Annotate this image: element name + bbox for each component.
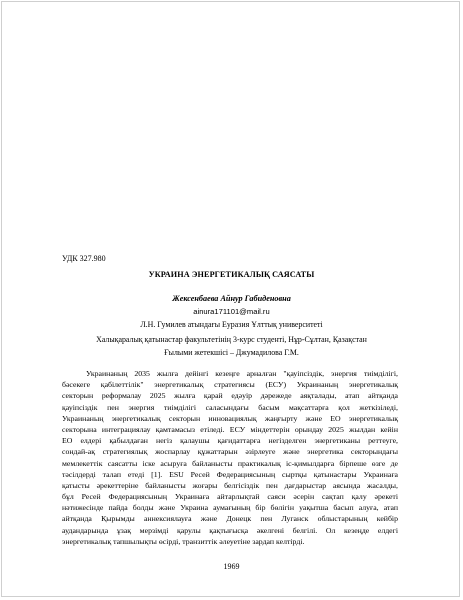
paragraph-line: сондай-ақ стратегиялық жоспарлау құжаттарын әзірлеуге және энергетика секторындағы: [62, 447, 398, 457]
page-number: 1969: [223, 562, 240, 571]
abstract-paragraph: [62, 368, 398, 547]
paragraph-line: секторына интеграциялау қамтамасыз етіледі. ЕСУ міндеттерін орындау 2025 жылдан кейін: [62, 424, 398, 434]
paragraph-line: айтқанда Қырымды аннексиялауға және Донецк пен Луганск облыстарының кейбір: [62, 514, 398, 524]
paragraph-line: энергетикалық тапшылықты өсірді, транзиттік әлеуетіне зардап келтірді.: [62, 536, 305, 546]
paragraph-line: аудандарында ұзақ мерзімді қарулы қақтығысқа әкелгені белгілі. Ол кезеңде елдегі: [62, 525, 398, 535]
udk-code: УДК 327.980: [62, 254, 106, 263]
paragraph-line: бәсекеге қабілеттілік" энергетикалық стратегиясы (ЕСУ) Украинаның энергетикалық: [62, 380, 398, 390]
paragraph-line: қауіпсіздік пен энергия тиімділігі саласындағы басым мақсаттарға қол жеткізіледі,: [62, 402, 398, 412]
author-name: Жексенбаева Айнур Габиденовна: [172, 294, 291, 303]
affiliation-faculty: Халықаралық қатынастар факультетінің 3-курс студенті, Нұр-Сұлтан, Қазақстан: [96, 335, 367, 344]
paragraph-line: нәтижесінде пайда болды және Украина аумағының бір бөлігін уақытша басып алуға, атап: [62, 503, 398, 513]
paragraph-line: Украинаның 2035 жылға дейінгі кезеңге арналған "қауіпсіздік, энергия тиімділігі,: [86, 369, 398, 378]
paragraph-line: тәсілдерді талап етеді [1]. ESU Ресей Федерациясының сыртқы қатынастары Украинаға: [62, 469, 398, 479]
paragraph-line: бұл Ресей Федерациясының Украинаға айтарлықтай саяси әсерін сақтап қалу әрекеті: [62, 492, 398, 502]
paragraph-line: қатысты әрекеттеріне байланысты жоғары белгісіздік пен дағдарыстар аясында жасалды,: [62, 480, 398, 490]
affiliation-university: Л.Н. Гумилев атындағы Еуразия Ұлттық университеті: [140, 320, 323, 329]
affiliation-supervisor: Ғылыми жетекшісі – Джумадилова Г.М.: [164, 348, 299, 357]
paragraph-line: ЕО елдері қабылдаған негіз қалаушы қағидаттарға негізделген энергетиканы реттеуге,: [62, 436, 398, 446]
paragraph-line: Украинаның энергетикалық секторын инновациялық жаңғырту және ЕО энергетикалық: [62, 413, 398, 423]
paragraph-line: мемлекеттік саясатты іске асыруға байланысты практикалық іс-қимылдарға бірпеше өзге де: [62, 458, 398, 468]
article-title: УКРАИНА ЭНЕРГЕТИКАЛЫҚ САЯСАТЫ: [148, 270, 315, 279]
paragraph-line: секторын реформалау 2025 жылға қарай едәуір дәрежеде аяқталады, атап айтқанда: [62, 391, 398, 401]
author-email[interactable]: ainura171101@mail.ru: [193, 307, 270, 316]
